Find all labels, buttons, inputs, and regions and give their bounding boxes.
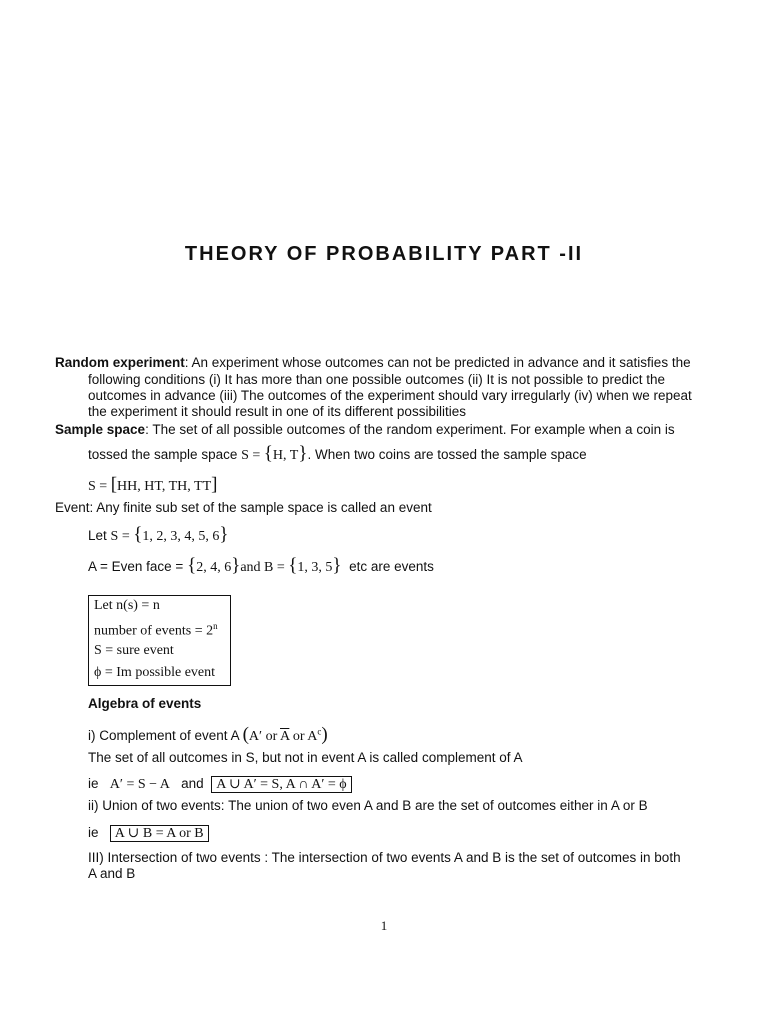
two-coins-lhs: S = (88, 479, 108, 494)
complement-superscript: c (317, 726, 322, 737)
random-experiment-text: : An experiment whose outcomes can not be predicted in advance and it satisfies the (184, 355, 691, 370)
complement-bar: $\overline{A}$ (280, 729, 290, 744)
complement-line (88, 724, 328, 746)
even-face-body: 2, 4, 6 (196, 560, 232, 575)
intersection-line2: A and B (88, 866, 136, 881)
two-coins-sample-set: S = [HH, HT, TH, TT] (88, 474, 218, 495)
random-experiment-term: Random experiment (55, 355, 185, 370)
die-set-body: 1, 2, 3, 4, 5, 6 (142, 529, 220, 544)
defbox-row-number-of-events (94, 621, 218, 640)
let-label: Let (88, 528, 107, 543)
random-experiment-line4: the experiment it should result in one of its different possibilities (88, 404, 466, 419)
coin-sample-set: S = {H, T} (241, 443, 308, 464)
defbox-row-ns: Let n(s) = n (94, 598, 160, 613)
and-label: and (181, 776, 204, 791)
ie-label: ie (88, 825, 99, 840)
page-title: THEORY OF PROBABILITY PART -II (184, 243, 584, 265)
event-definition: Event: Any finite sub set of the sample space is called an event (55, 500, 432, 515)
complement-or: or A (292, 729, 318, 744)
random-experiment-line2: following conditions (i) It has more than one possible outcomes (ii) It is not possible to predict the (88, 372, 666, 387)
page-number: 1 (380, 918, 388, 933)
die-sample-set: S = {1, 2, 3, 4, 5, 6} (110, 524, 229, 545)
and-b-label: and B = (240, 560, 285, 575)
algebra-heading: Algebra of events (88, 696, 202, 711)
complement-equation: A′ = S − A (109, 777, 170, 792)
defbox-number-text: number of events = 2 (94, 623, 214, 639)
coin-set-body: H, T (272, 448, 299, 463)
two-coins-body: HH, HT, TH, TT (117, 479, 212, 494)
complement-notation: (A′ or $\overline{A}$ or $A^c$) (242, 724, 328, 745)
union-formula-line (88, 825, 209, 842)
die-set-lhs: S = (110, 529, 130, 544)
intersection-line1: III) Intersection of two events : The intersection of two events A and B is the set of outcomes in both (88, 850, 681, 865)
union-boxed-identity: A ∪ B = A or B (110, 825, 209, 842)
b-set-body: 1, 3, 5 (297, 560, 333, 575)
defbox-row-impossible-event: ϕ = Im possible event (94, 665, 216, 680)
union-definition: ii) Union of two events: The union of two even A and B are the set of outcomes either in A or B (88, 798, 648, 813)
definitions-box (88, 595, 231, 686)
complement-prime: A′ or (248, 729, 278, 744)
event-let-line (88, 524, 228, 546)
random-experiment-line1 (55, 355, 691, 370)
defbox-exponent: n (213, 621, 218, 631)
sample-space-term: Sample space (55, 422, 146, 437)
sample-space-text: : The set of all possible outcomes of the random experiment. For example when a coin is (145, 422, 675, 437)
sample-space-line1 (55, 422, 675, 437)
sample-space-coin-text: tossed the sample space (88, 447, 238, 462)
complement-label: i) Complement of event A (88, 728, 239, 743)
complement-boxed-identity: A ∪ A′ = S, A ∩ A′ = ϕ (211, 776, 352, 793)
sample-space-two-coins-text: . When two coins are tossed the sample space (307, 447, 587, 462)
event-example-line (88, 555, 434, 577)
even-face-label: A = Even face = (88, 559, 184, 574)
random-experiment-line3: outcomes in advance (iii) The outcomes of the experiment should vary irregularly (iv) when we repeat (88, 388, 692, 403)
etc-events-text: etc are events (349, 559, 434, 574)
coin-set-lhs: S = (241, 448, 261, 463)
ie-label: ie (88, 776, 99, 791)
complement-formula-line (88, 776, 352, 793)
complement-definition: The set of all outcomes in S, but not in event A is called complement of A (88, 750, 523, 765)
defbox-row-sure-event: S = sure event (94, 643, 174, 658)
even-face-set: {2, 4, 6}and B = {1, 3, 5} (187, 555, 342, 576)
sample-space-line2 (88, 443, 587, 465)
